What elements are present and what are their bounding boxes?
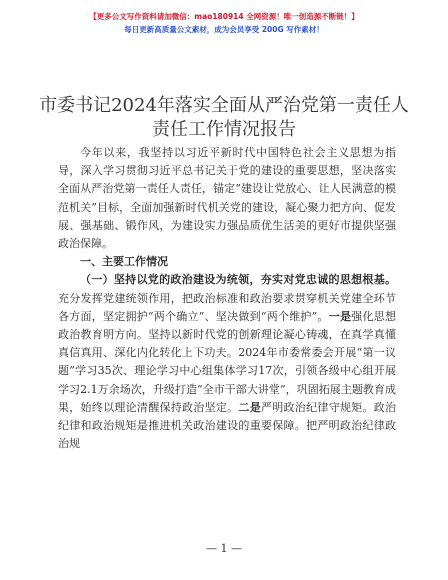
document-body [58, 144, 396, 453]
subsection-text-1: 充分发挥党建统领作用，把政治标准和政治要求贯穿机关党建全环节各方面，坚定拥护“两个确立”、坚决做到“两个维护”。 [58, 291, 396, 323]
page-number: — 1 — [206, 542, 242, 555]
subsection-paragraph [58, 271, 396, 453]
document-title-line-2: 责任工作情况报告 [152, 119, 296, 140]
document-title-line-1: 市委书记2024年落实全面从严治党第一责任人 [39, 95, 409, 116]
section-heading-text: 一、主要工作情况 [80, 255, 168, 269]
promo-line-1: 【更多公文写作资料请加微信：mao180914 全网资源！唯一创造源不断链！】 [89, 12, 359, 21]
intro-paragraph: 今年以来，我坚持以习近平新时代中国特色社会主义思想为指导，深入学习贯彻习近平总书记关于党的建设的重要思想，坚决落实全面从严治党第一责任人责任，锚定“建设让党放心、让人民满意的模范机关”目标，全面加强新时代机关党的建设，凝心聚力把方向、促发展、强基础、锻作风，为建设实力强品质优生活美的更好市提供坚强政治保障。 [58, 146, 396, 251]
promo-line-2: 每日更新高质量公文素材，成为会员享受 200G 写作素材！ [124, 25, 324, 34]
section-heading [58, 253, 396, 271]
point-one-marker: 一是 [328, 309, 352, 323]
subsection-text-2: 强化思想政治教育明方向。坚持以新时代党的创新理论凝心铸魂，在真学真懂真信真用、深化内化转化上下功夫。2024年市委常委会开展“第一议题”学习35次、理论学习中心组集体学习17次，引领各级中心组开展学习2.1万余场次，升级打造“全市干部大讲堂”，巩固拓展主题教育成果，始终以理论清醒保持政治坚定。 [58, 309, 397, 414]
subsection-text-3: 严明政治纪律守规矩。政治纪律和政治规矩是推进机关政治建设的重要保障。把严明政治纪律政治规 [58, 400, 397, 451]
subsection-heading: （一）坚持以党的政治建设为统领，夯实对党忠诚的思想根基。 [80, 273, 396, 287]
point-two-marker: 二是 [238, 400, 261, 414]
